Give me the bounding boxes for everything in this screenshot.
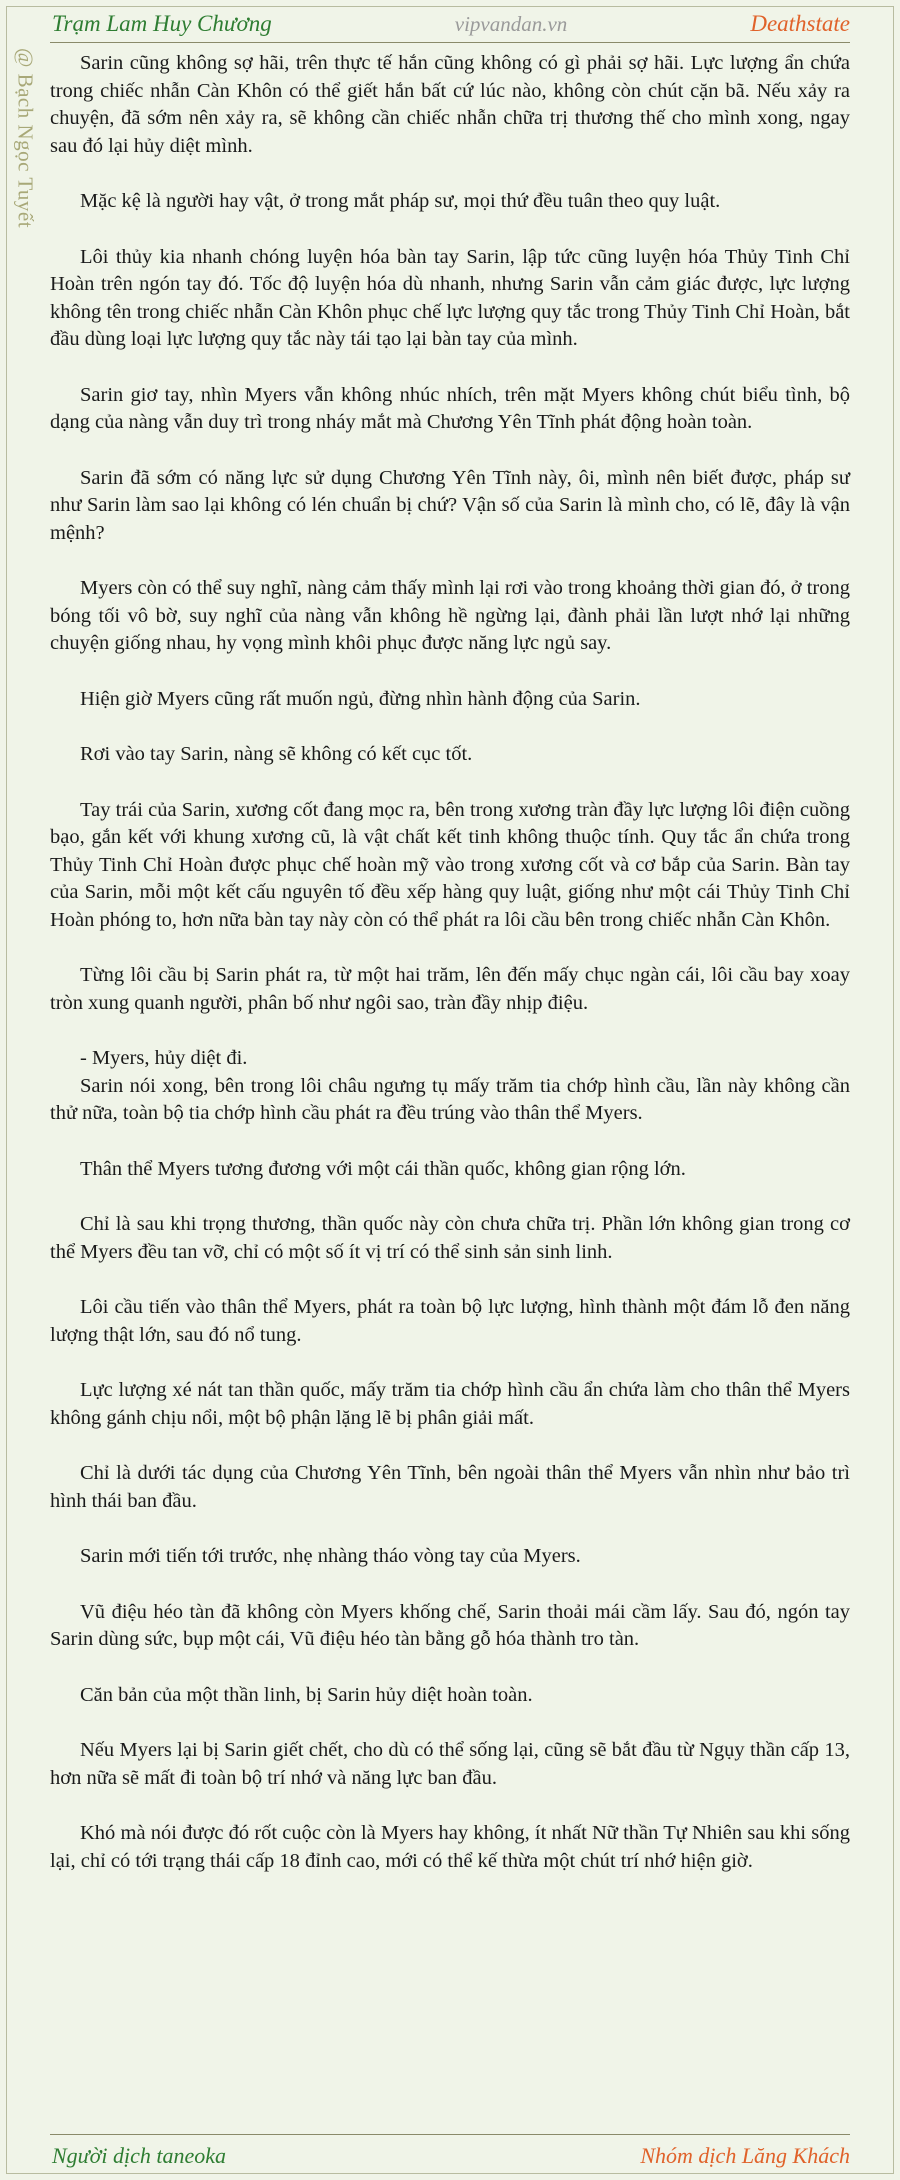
paragraph: Sarin giơ tay, nhìn Myers vẫn không nhúc nhích, trên mặt Myers không chút biểu tình, bộ dạng của nàng vẫn duy trì trong nháy mắt mà Chương Yên Tĩnh phát động hoàn toàn. [50,383,850,433]
paragraph: Lực lượng xé nát tan thần quốc, mấy trăm tia chớp hình cầu ẩn chứa làm cho thân thể Myers không gánh chịu nổi, một bộ phận lặng lẽ bị phân giải mất. [50,1379,850,1429]
paragraph: Sarin nói xong, bên trong lôi châu ngưng tụ mấy trăm tia chớp hình cầu, lần này không cần thử nữa, toàn bộ tia chớp hình cầu phát ra đều trúng vào thân thể Myers. [50,1074,850,1124]
paragraph: Nếu Myers lại bị Sarin giết chết, cho dù có thể sống lại, cũng sẽ bắt đầu từ Ngụy thần cấp 13, hơn nữa sẽ mất đi toàn bộ trí nhớ và năng lực ban đầu. [50,1739,850,1789]
paragraph: Rơi vào tay Sarin, nàng sẽ không có kết cục tốt. [80,743,473,765]
chapter-body [50,50,850,1903]
paragraph: Căn bản của một thần linh, bị Sarin hủy diệt hoàn toàn. [80,1683,533,1706]
translator-credit: Người dịch taneoka [52,2143,227,2168]
paragraph: Thân thể Myers tương đương với một cái thần quốc, không gian rộng lớn. [80,1157,686,1180]
page-footer [52,2139,850,2173]
author-tag: Deathstate [750,11,850,36]
paragraph: Sarin cũng không sợ hãi, trên thực tế hắn cũng không có gì phải sợ hãi. Lực lượng ẩn chứa trong chiếc nhẫn Càn Khôn có thể giết hắn bất cứ lúc nào, không còn chút cặn bã. Nếu xảy ra chuyện, đã sớm nên xảy ra, sẽ không cần chiếc nhẫn chữa trị thương thế cho mình xong, ngay sau đó lại hủy diệt mình. [50,52,850,157]
group-credit: Nhóm dịch Lăng Khách [640,2143,850,2168]
paragraph: Tay trái của Sarin, xương cốt đang mọc ra, bên trong xương tràn đầy lực lượng lôi điện cuồng bạo, gắn kết với khung xương cũ, là vật chất kết tinh không thuộc tính. Quy tắc ẩn chứa trong Thủy Tinh Chỉ Hoàn được phục chế hoàn mỹ vào trong xương cốt và cơ bắp của Sarin. Bàn tay của Sarin, mỗi một kết cấu nguyên tố đều xếp hàng quy luật, giống như một cái Thủy Tinh Chỉ Hoàn phóng to, hơn nữa bàn tay này còn có thể phát ra lôi cầu bên trong chiếc nhẫn Càn Khôn. [50,798,850,931]
paragraph: Sarin mới tiến tới trước, nhẹ nhàng tháo vòng tay của Myers. [80,1545,581,1567]
paragraph: Từng lôi cầu bị Sarin phát ra, từ một hai trăm, lên đến mấy chục ngàn cái, lôi cầu bay xoay tròn xung quanh người, phân bố như ngôi sao, tràn đầy nhịp điệu. [50,964,850,1014]
paragraph: Myers còn có thể suy nghĩ, nàng cảm thấy mình lại rơi vào trong khoảng thời gian đó, ở trong bóng tối vô bờ, suy nghĩ của nàng vẫn không hề ngừng lại, đành phải lần lượt nhớ lại những chuyện giống nhau, hy vọng mình khôi phục được năng lực ngủ say. [50,577,850,654]
site-name: vipvandan.vn [454,11,568,36]
paragraph: Lôi cầu tiến vào thân thể Myers, phát ra toàn bộ lực lượng, hình thành một đám lỗ đen năng lượng thật lớn, sau đó nổ tung. [50,1296,850,1346]
paragraph: Lôi thủy kia nhanh chóng luyện hóa bàn tay Sarin, lập tức cũng luyện hóa Thủy Tinh Chỉ Hoàn trên ngón tay đó. Tốc độ luyện hóa dù nhanh, nhưng Sarin vẫn cảm giác được, lực lượng không tên trong chiếc nhẫn Càn Khôn phục chế lực lượng quy tắc trong Thủy Tinh Chỉ Hoàn, bắt đầu dùng loại lực lượng quy tắc này tái tạo lại bàn tay của mình. [50,245,850,350]
sidebar-watermark [8,48,42,268]
paragraph: Vũ điệu héo tàn đã không còn Myers khống chế, Sarin thoải mái cầm lấy. Sau đó, ngón tay Sarin dùng sức, bụp một cái, Vũ điệu héo tàn bằng gỗ hóa thành tro tàn. [50,1600,850,1650]
dialog-line: - Myers, hủy diệt đi. [80,1047,248,1069]
header-divider [50,42,850,43]
page-header [52,8,850,40]
paragraph: Chỉ là dưới tác dụng của Chương Yên Tĩnh, bên ngoài thân thể Myers vẫn nhìn như bảo trì hình thái ban đầu. [50,1462,850,1512]
paragraph: Chỉ là sau khi trọng thương, thần quốc này còn chưa chữa trị. Phần lớn không gian trong cơ thể Myers đều tan vỡ, chỉ có một số ít vị trí có thể sinh sản sinh linh. [50,1213,850,1263]
paragraph: Khó mà nói được đó rốt cuộc còn là Myers hay không, ít nhất Nữ thần Tự Nhiên sau khi sống lại, chỉ có tới trạng thái cấp 18 đỉnh cao, mới có thể kế thừa một chút trí nhớ hiện giờ. [50,1822,850,1872]
footer-divider [50,2134,850,2135]
paragraph: Mặc kệ là người hay vật, ở trong mắt pháp sư, mọi thứ đều tuân theo quy luật. [80,190,721,212]
paragraph: Sarin đã sớm có năng lực sử dụng Chương Yên Tĩnh này, ôi, mình nên biết được, pháp sư như Sarin làm sao lại không có lén chuẩn bị chứ? Vận số của Sarin là mình cho, có lẽ, đây là vận mệnh? [50,466,850,544]
watermark-text: @ Bạch Ngọc Tuyết [13,48,38,229]
paragraph: Hiện giờ Myers cũng rất muốn ngủ, đừng nhìn hành động của Sarin. [80,687,641,710]
book-title: Trạm Lam Huy Chương [52,11,272,36]
